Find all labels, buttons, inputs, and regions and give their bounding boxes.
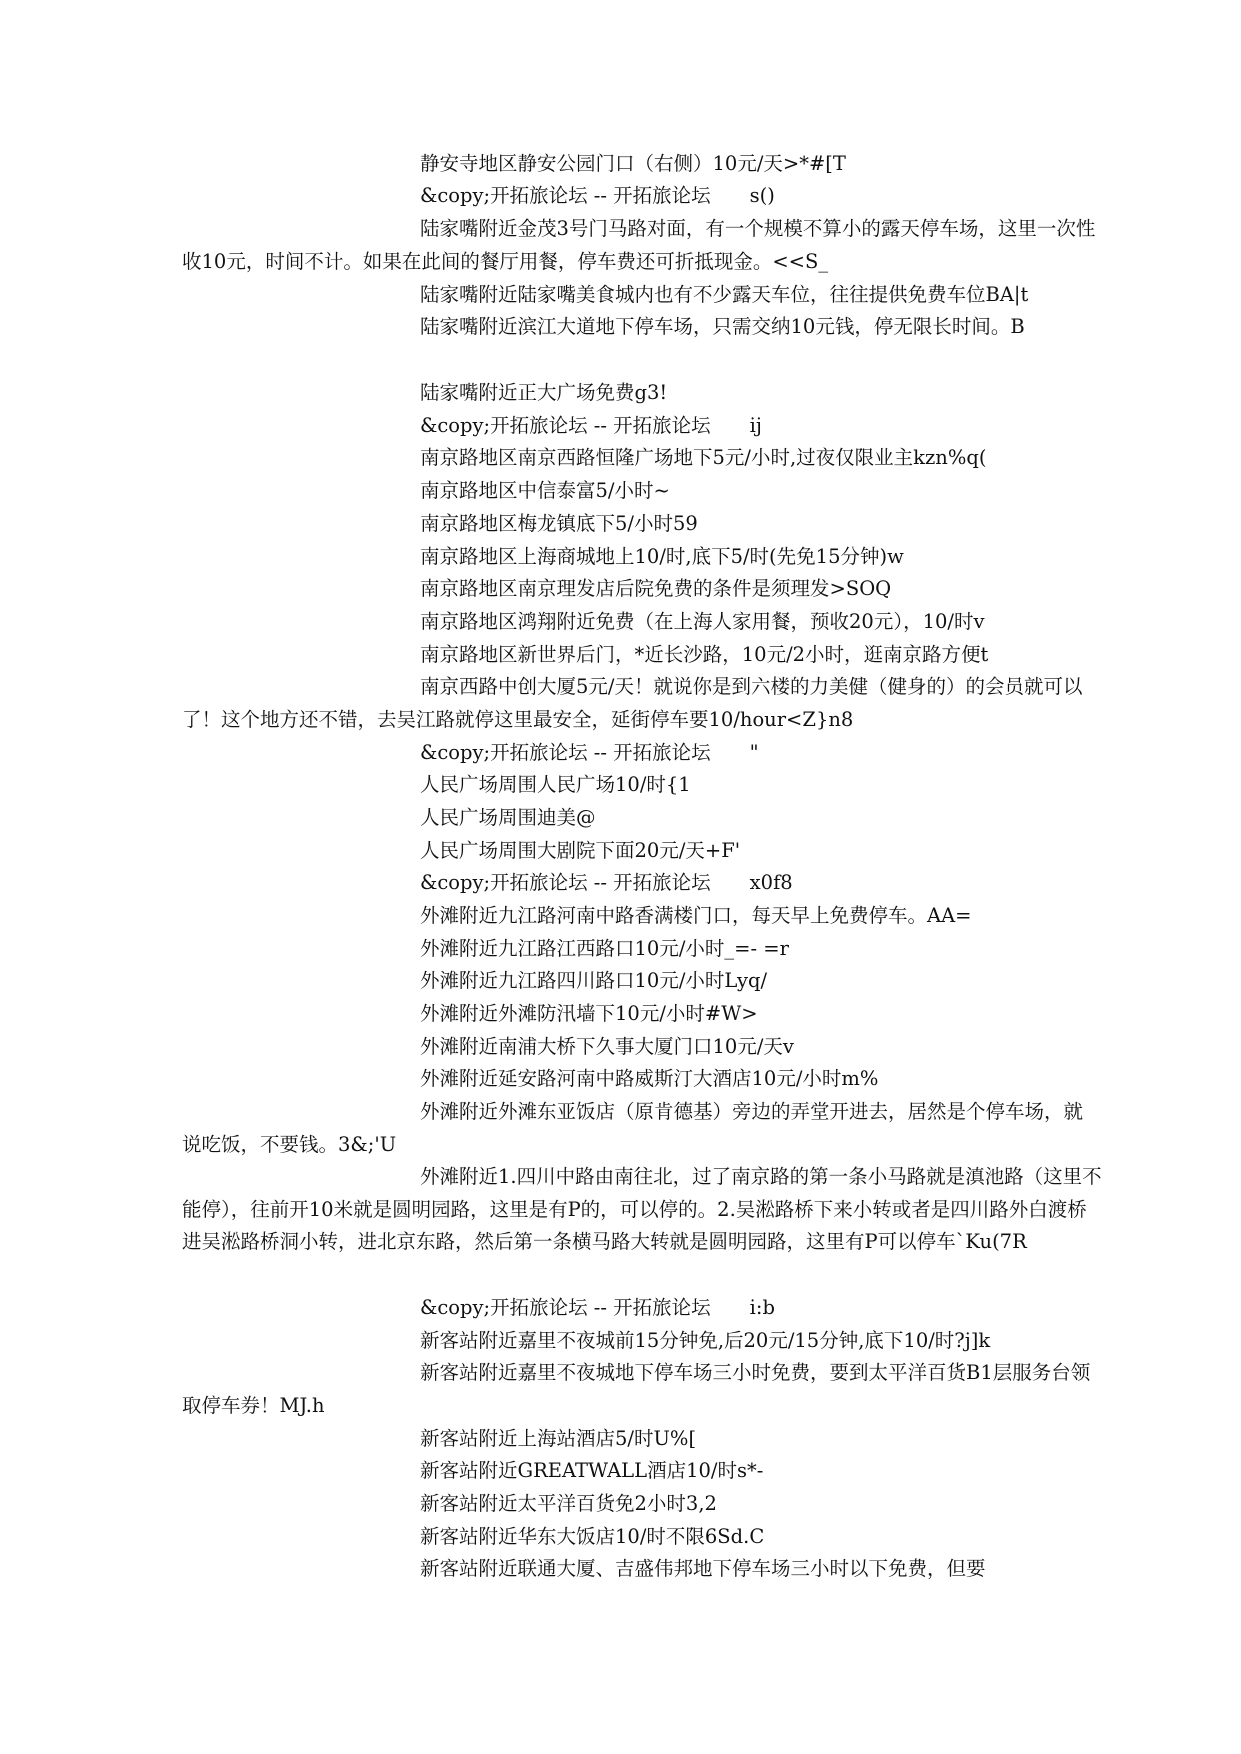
paragraph: 陆家嘴附近金茂3号门马路对面，有一个规模不算小的露天停车场，这里一次性收10元，时间不计。如果在此间的餐厅用餐，停车费还可折抵现金。<<S_ xyxy=(182,217,1096,273)
paragraph: 陆家嘴附近正大广场免费g3! xyxy=(420,381,668,404)
paragraph: 外滩附近外滩东亚饭店（原肯德基）旁边的弄堂开进去，居然是个停车场，就说吃饭，不要钱。3&;'U xyxy=(182,1100,1084,1156)
paragraph: 新客站附近上海站酒店5/时U%[ xyxy=(420,1427,697,1450)
paragraph: 南京西路中创大厦5元/天！就说你是到六楼的力美健（健身的）的会员就可以了！这个地方还不错，去吴江路就停这里最安全，延街停车要10/hour<Z}n8 xyxy=(182,675,1083,731)
paragraph: 外滩附近外滩防汛墙下10元/小时#W> xyxy=(420,1002,758,1025)
paragraph: 新客站附近GREATWALL酒店10/时s*- xyxy=(420,1459,764,1482)
paragraph: 南京路地区中信泰富5/小时~ xyxy=(420,479,670,502)
paragraph: &copy;开拓旅论坛 -- 开拓旅论坛 ij xyxy=(420,414,762,437)
paragraph: 人民广场周围大剧院下面20元/天+F' xyxy=(420,839,741,862)
paragraph: 南京路地区鸿翔附近免费（在上海人家用餐，预收20元），10/时v xyxy=(420,610,985,633)
paragraph: 静安寺地区静安公园门口（右侧）10元/天>*#[T xyxy=(420,152,846,175)
paragraph: 外滩附近延安路河南中路威斯汀大酒店10元/小时m% xyxy=(420,1067,879,1090)
paragraph: 新客站附近联通大厦、吉盛伟邦地下停车场三小时以下免费，但要 xyxy=(420,1557,986,1580)
paragraph: 外滩附近1.四川中路由南往北，过了南京路的第一条小马路就是滇池路（这里不能停），往前开10米就是圆明园路，这里是有P的，可以停的。2.吴淞路桥下来小转或者是四川路外白渡桥进吴淞路桥洞小转，进北京东路，然后第一条横马路大转就是圆明园路，这里有P可以停车`Ku(7R xyxy=(182,1165,1102,1254)
paragraph: 外滩附近九江路河南中路香满楼门口，每天早上免费停车。AA= xyxy=(420,904,972,927)
paragraph: 南京路地区南京西路恒隆广场地下5元/小时,过夜仅限业主kzn%q( xyxy=(420,446,987,469)
paragraph: 新客站附近太平洋百货免2小时3,2 xyxy=(420,1492,717,1515)
paragraph: 新客站附近嘉里不夜城地下停车场三小时免费，要到太平洋百货B1层服务台领取停车券！MJ.h xyxy=(182,1361,1091,1417)
paragraph: 南京路地区新世界后门，*近长沙路，10元/2小时，逛南京路方便t xyxy=(420,643,989,666)
paragraph: 人民广场周围人民广场10/时{1 xyxy=(420,773,691,796)
paragraph: 外滩附近九江路四川路口10元/小时Lyq/ xyxy=(420,969,768,992)
paragraph: 南京路地区南京理发店后院免费的条件是须理发>SOQ xyxy=(420,577,892,600)
paragraph: 外滩附近南浦大桥下久事大厦门口10元/天v xyxy=(420,1035,794,1058)
paragraph: 南京路地区上海商城地上10/时,底下5/时(先免15分钟)w xyxy=(420,545,904,568)
paragraph: &copy;开拓旅论坛 -- 开拓旅论坛 x0f8 xyxy=(420,871,793,894)
paragraph: &copy;开拓旅论坛 -- 开拓旅论坛 s() xyxy=(420,184,775,207)
paragraph: 人民广场周围迪美@ xyxy=(420,806,596,829)
paragraph: 外滩附近九江路江西路口10元/小时_=- =r xyxy=(420,937,789,960)
paragraph: &copy;开拓旅论坛 -- 开拓旅论坛 i:b xyxy=(420,1296,775,1319)
paragraph: &copy;开拓旅论坛 -- 开拓旅论坛 " xyxy=(420,741,759,764)
paragraph: 南京路地区梅龙镇底下5/小时59 xyxy=(420,512,698,535)
paragraph: 陆家嘴附近滨江大道地下停车场，只需交纳10元钱，停无限长时间。B xyxy=(420,315,1025,338)
paragraph: 新客站附近华东大饭店10/时不限6Sd.C xyxy=(420,1525,765,1548)
paragraph: 陆家嘴附近陆家嘴美食城内也有不少露天车位，往往提供免费车位BA|t xyxy=(420,283,1029,306)
paragraph: 新客站附近嘉里不夜城前15分钟免,后20元/15分钟,底下10/时?j]k xyxy=(420,1329,991,1352)
